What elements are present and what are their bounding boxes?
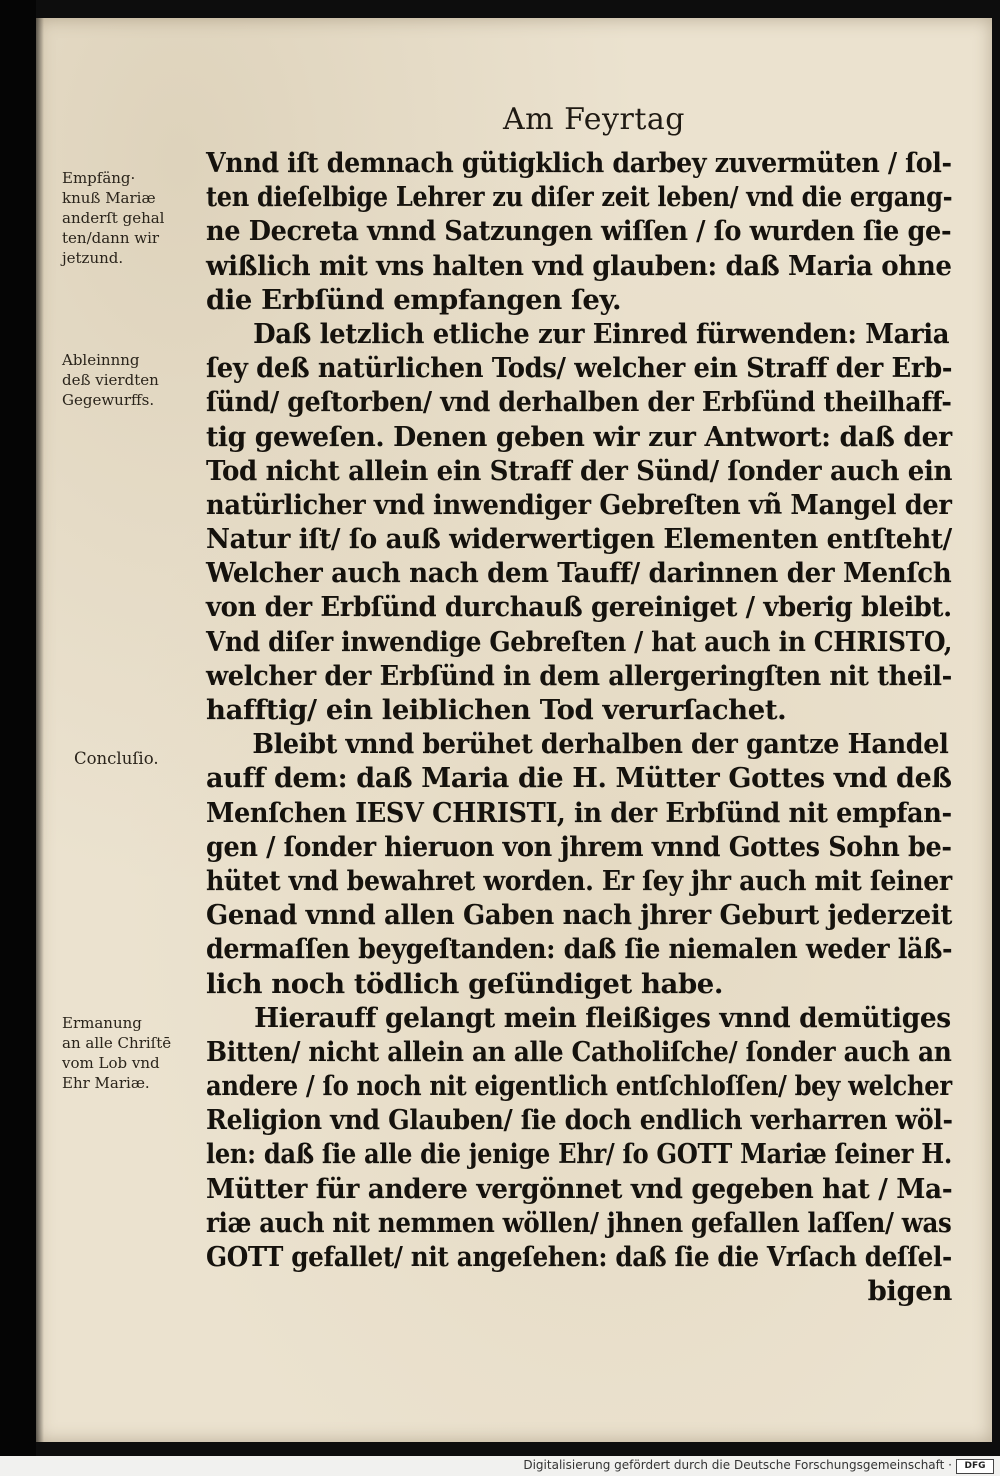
text-line: Bitten/ nicht allein an alle Catholiſche/ ſonder auch an — [206, 1035, 952, 1068]
text-line: len: daß ſie alle die jenige Ehr/ ſo GOTT Mariæ ſeiner H. — [206, 1138, 952, 1171]
text-line: Religion vnd Glauben/ ſie doch endlich verharren wöl- — [206, 1104, 953, 1137]
dfg-logo-icon: DFG — [956, 1459, 994, 1474]
margin-note-line: Gegewurffs. — [62, 391, 155, 409]
text-line: Vnd diſer inwendige Gebreſten / hat auch in CHRISTO, — [206, 625, 953, 658]
gutter-shadow — [36, 18, 44, 1442]
text-line: natürlicher vnd inwendiger Gebreſten vñ Mangel der — [206, 488, 952, 521]
margin-note-line: Concluſio. — [74, 749, 159, 768]
margin-note-line: deß vierdten — [62, 371, 159, 389]
text-line: Menſchen IESV CHRISTI, in der Erbſünd nit empfan- — [206, 796, 952, 829]
margin-note-line: Empfäng· — [62, 169, 136, 187]
text-line: Daß letzlich etliche zur Einred fürwenden: Maria — [253, 317, 950, 350]
text-line: von der Erbſünd durchauß gereiniget / vberig bleibt. — [206, 591, 952, 624]
text-line: Bleibt vnnd berühet derhalben der gantze Handel — [252, 728, 949, 761]
text-line: welcher der Erbſünd in dem allergeringſten nit theil- — [206, 659, 952, 692]
margin-note-line: ten/dann wir — [62, 229, 160, 247]
margin-note-1 — [62, 168, 202, 268]
text-line: ne Decreta vnnd Satzungen wiſſen / ſo wurden ſie ge- — [206, 215, 952, 248]
catchword: bigen — [867, 1275, 952, 1308]
text-line: GOTT gefallet/ nit angeſehen: daß ſie die Vrſach deſſel- — [206, 1241, 952, 1273]
body-text — [206, 146, 952, 1308]
margin-note-line: an alle Chriſtē — [62, 1034, 172, 1052]
text-line: andere / ſo noch nit eigentlich entſchloſſen/ bey welcher — [206, 1070, 952, 1103]
text-line: ſey deß natürlichen Tods/ welcher ein Straff der Erb- — [206, 352, 953, 385]
margin-note-line: Ableinnng — [62, 351, 140, 369]
text-line: Tod nicht allein ein Straff der Sünd/ ſonder auch ein — [206, 454, 953, 487]
text-line: ſünd/ geſtorben/ vnd derhalben der Erbſünd theilhaff- — [206, 386, 952, 419]
text-line: Genad vnnd allen Gaben nach jhrer Geburt jederzeit — [206, 899, 952, 932]
text-line: wißlich mit vns halten vnd glauben: daß Maria ohne — [206, 249, 952, 282]
text-line: hafftig/ ein leiblichen Tod verurſachet. — [206, 694, 787, 726]
funding-credit: Digitalisierung gefördert durch die Deutsche Forschungsgemeinschaft · — [523, 1458, 952, 1472]
running-head: Am Feyrtag — [502, 102, 685, 137]
margin-note-4 — [62, 1013, 202, 1093]
margin-note-line: anderſt gehal — [62, 209, 165, 227]
digitization-footer — [0, 1456, 1000, 1476]
text-line: riæ auch nit nemmen wöllen/ jhnen gefallen laſſen/ was — [206, 1206, 952, 1239]
text-line: gen / ſonder hieruon von jhrem vnnd Gottes Sohn be- — [206, 830, 952, 863]
text-line: Natur iſt/ ſo auß widerwertigen Elementen entſteht/ — [206, 523, 952, 556]
text-line: Vnnd iſt demnach gütigklich darbey zuvermüten / ſol- — [206, 147, 952, 179]
text-line: hütet vnd bewahret worden. Er ſey jhr auch mit ſeiner — [206, 864, 952, 897]
margin-note-line: jetzund. — [62, 249, 124, 267]
margin-note-2 — [62, 350, 202, 410]
text-line: lich noch tödlich geſündiget habe. — [206, 967, 724, 1000]
margin-note-line: vom Lob vnd — [62, 1054, 160, 1072]
text-line: Mütter für andere vergönnet vnd gegeben hat / Ma- — [206, 1172, 953, 1205]
text-line: tig geweſen. Denen geben wir zur Antwort: daß der — [206, 420, 952, 453]
margin-note-line: Ehr Mariæ. — [62, 1074, 150, 1092]
text-line: dermaſſen beygeſtanden: daß ſie niemalen weder läß- — [206, 933, 953, 966]
text-line: die Erbſünd empfangen ſey. — [206, 283, 622, 316]
margin-note-3 — [74, 749, 214, 769]
text-line: Welcher auch nach dem Tauff/ darinnen der Menſch — [206, 557, 952, 590]
text-line: Hierauff gelangt mein fleißiges vnnd demütiges — [254, 1001, 951, 1034]
book-page — [36, 18, 992, 1442]
text-line: ten dieſelbige Lehrer zu diſer zeit leben/ vnd die ergang- — [206, 181, 953, 214]
margin-note-line: Ermanung — [62, 1014, 142, 1032]
text-line: auff dem: daß Maria die H. Mütter Gottes vnd deß — [206, 762, 952, 795]
margin-note-line: knuß Mariæ — [62, 189, 156, 207]
